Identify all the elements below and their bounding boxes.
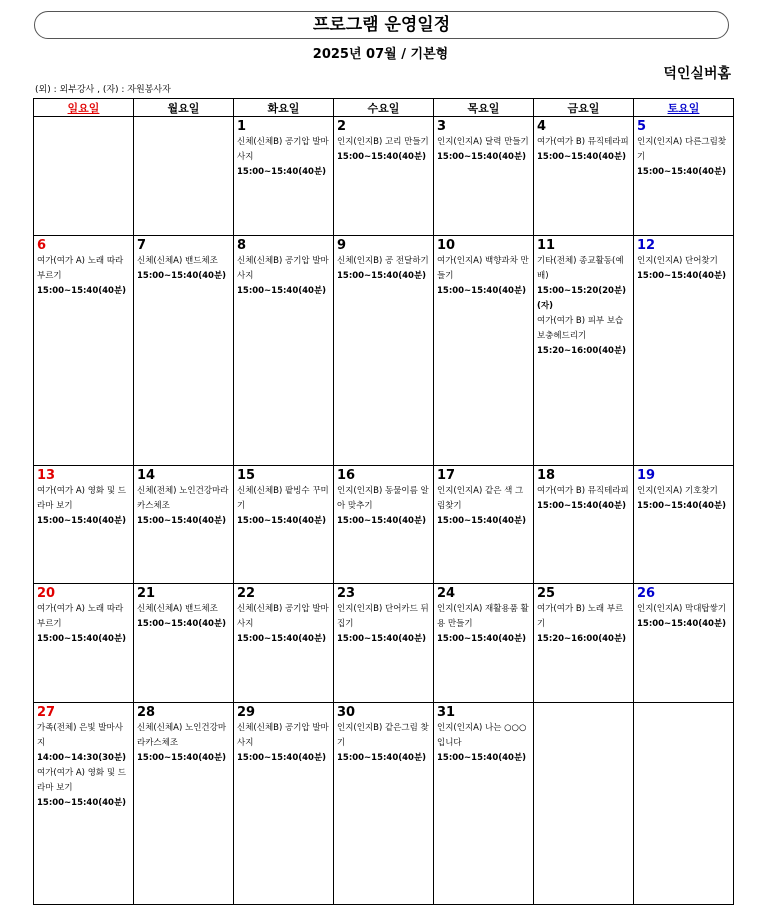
calendar-day-cell <box>334 702 434 904</box>
program-name: 신체(신체B) 팥빙수 꾸미기 <box>237 485 329 511</box>
calendar-day-cell <box>534 235 634 465</box>
calendar-week-row <box>34 117 734 236</box>
program-time: 15:00~15:40(40분) <box>137 619 227 630</box>
program-name: 신체(신체A) 밴드체조 <box>137 255 218 266</box>
program-time: 15:00~15:40(40분) <box>337 152 427 162</box>
program-time: 15:00~15:40(40분) <box>637 167 727 177</box>
program-time: 15:00~15:40(40분) <box>137 515 227 526</box>
calendar-day-cell <box>634 235 734 465</box>
calendar-week-row <box>34 584 734 703</box>
program-name: 가족(전체) 은빛 발마사지 <box>37 722 123 748</box>
program-time: 14:00~14:30(30분) <box>37 752 127 763</box>
calendar-day-cell <box>434 465 534 584</box>
program-time: 15:00~15:40(40분) <box>237 752 327 763</box>
program-name: 인지(인지B) 단어카드 뒤집기 <box>337 604 429 630</box>
program-name: 인지(인지A) 재활용품 활용 만들기 <box>437 604 529 630</box>
day-number: 7 <box>137 237 147 253</box>
day-number: 13 <box>37 467 56 483</box>
calendar-day-cell <box>134 465 234 584</box>
day-number: 28 <box>137 704 156 720</box>
day-number: 3 <box>437 119 447 134</box>
program-name: 신체(인지B) 공 전달하기 <box>337 255 429 266</box>
program-time: 15:00~15:40(40분) <box>237 515 327 526</box>
day-number: 15 <box>237 467 256 483</box>
day-number: 29 <box>237 704 256 720</box>
calendar-day-cell <box>434 235 534 465</box>
calendar-day-cell <box>534 117 634 236</box>
program-name: 여가(여가 A) 노래 따라 부르기 <box>37 604 124 630</box>
day-number: 19 <box>637 467 656 483</box>
program-time: 15:00~15:40(40분) <box>337 634 427 645</box>
program-time: 15:00~15:20(20분)(자) <box>537 285 627 311</box>
day-number: 9 <box>337 237 347 253</box>
program-name: 여가(여가 A) 영화 및 드라마 보기 <box>37 485 126 511</box>
program-time: 15:00~15:40(40분) <box>37 285 127 296</box>
calendar-week-row <box>34 235 734 465</box>
day-number: 6 <box>37 237 47 253</box>
calendar-week-row <box>34 702 734 904</box>
calendar-day-cell <box>334 465 434 584</box>
calendar-day-cell <box>234 235 334 465</box>
calendar-day-cell <box>134 702 234 904</box>
program-name: 인지(인지A) 나는 ○○○입니다 <box>437 722 527 748</box>
program-name: 인지(인지B) 고리 만들기 <box>337 137 429 147</box>
calendar-day-cell <box>634 465 734 584</box>
program-name: 신체(신체B) 공기압 발마사지 <box>237 722 329 748</box>
program-time: 15:00~15:40(40분) <box>237 285 327 296</box>
day-number: 24 <box>437 586 456 602</box>
day-number: 16 <box>337 467 356 483</box>
calendar-day-cell <box>34 584 134 703</box>
calendar-table <box>33 98 734 905</box>
weekday-header: 금요일 <box>534 99 634 117</box>
day-number: 27 <box>37 704 56 720</box>
program-name: 인지(인지B) 동물이름 알아 맞추기 <box>337 485 429 511</box>
legend-note: (외) : 외부강사 , (자) : 자원봉사자 <box>35 85 171 95</box>
day-number: 5 <box>637 119 647 134</box>
program-time: 15:00~15:40(40분) <box>437 285 527 296</box>
weekday-header: 목요일 <box>434 99 534 117</box>
program-time: 15:20~16:00(40분) <box>537 634 627 645</box>
day-number: 30 <box>337 704 356 720</box>
calendar-day-cell <box>234 465 334 584</box>
page-title: 프로그램 운영일정 <box>34 11 729 39</box>
organization-name: 덕인실버홈 <box>663 66 731 82</box>
program-name: 인지(인지B) 같은그림 찾기 <box>337 722 429 748</box>
calendar-day-cell <box>134 235 234 465</box>
calendar-day-cell <box>34 235 134 465</box>
calendar-day-cell <box>234 117 334 236</box>
weekday-header-row <box>34 99 734 117</box>
program-time: 15:00~15:40(40분) <box>437 752 527 763</box>
calendar-week-row <box>34 465 734 584</box>
calendar-day-cell <box>634 702 734 904</box>
program-time: 15:00~15:40(40분) <box>37 634 127 645</box>
calendar-day-cell <box>434 584 534 703</box>
weekday-header: 토요일 <box>634 99 734 117</box>
program-time: 15:00~15:40(40분) <box>637 619 727 630</box>
program-name: 인지(인지A) 다른그림찾기 <box>637 137 727 162</box>
program-name: 여가(여가 A) 영화 및 드라마 보기 <box>37 767 126 793</box>
weekday-header: 일요일 <box>34 99 134 117</box>
calendar-day-cell <box>34 702 134 904</box>
program-time: 15:00~15:40(40분) <box>337 270 427 281</box>
program-name: 인지(인지A) 기호찾기 <box>637 485 718 496</box>
program-name: 여가(여가 B) 뮤직테라피 <box>537 485 629 496</box>
day-number: 31 <box>437 704 456 720</box>
program-time: 15:00~15:40(40분) <box>37 515 127 526</box>
day-number: 1 <box>237 119 247 134</box>
program-name: 인지(인지A) 단어찾기 <box>637 255 718 266</box>
program-time: 15:00~15:40(40분) <box>437 634 527 645</box>
day-number: 26 <box>637 586 656 602</box>
program-time: 15:00~15:40(40분) <box>337 515 427 526</box>
program-time: 15:00~15:40(40분) <box>437 152 527 162</box>
program-time: 15:00~15:40(40분) <box>337 752 427 763</box>
day-number: 18 <box>537 467 556 483</box>
program-name: 신체(신체A) 노인건강마라카스체조 <box>137 722 227 748</box>
program-name: 신체(신체B) 공기압 발마사지 <box>237 255 329 281</box>
program-time: 15:00~15:40(40분) <box>637 270 727 281</box>
weekday-header: 수요일 <box>334 99 434 117</box>
calendar-day-cell <box>34 117 134 236</box>
program-name: 인지(인지A) 달력 만들기 <box>437 137 529 147</box>
calendar-day-cell <box>534 465 634 584</box>
program-time: 15:00~15:40(40분) <box>237 634 327 645</box>
calendar-day-cell <box>634 117 734 236</box>
program-time: 15:00~15:40(40분) <box>537 500 627 511</box>
calendar-day-cell <box>434 702 534 904</box>
program-time: 15:00~15:40(40분) <box>237 167 327 177</box>
program-name: 여가(여가 A) 노래 따라 부르기 <box>37 255 124 281</box>
calendar-day-cell <box>534 702 634 904</box>
program-name: 여가(인지A) 백향과차 만들기 <box>437 255 529 281</box>
program-name: 인지(인지A) 같은 색 그림찾기 <box>437 485 524 511</box>
weekday-header: 화요일 <box>234 99 334 117</box>
program-name: 신체(전체) 노인건강마라카스체조 <box>137 485 229 511</box>
program-time: 15:00~15:40(40분) <box>437 515 527 526</box>
calendar-day-cell <box>234 702 334 904</box>
program-time: 15:00~15:40(40분) <box>137 752 227 763</box>
day-number: 2 <box>337 119 347 134</box>
day-number: 21 <box>137 586 156 602</box>
day-number: 11 <box>537 237 556 253</box>
calendar-day-cell <box>334 584 434 703</box>
program-time: 15:20~16:00(40분) <box>537 345 627 356</box>
program-name: 여가(여가 B) 뮤직테라피 <box>537 137 629 147</box>
calendar-day-cell <box>334 117 434 236</box>
program-name: 신체(신체B) 공기압 발마사지 <box>237 604 329 630</box>
calendar-day-cell <box>634 584 734 703</box>
day-number: 14 <box>137 467 156 483</box>
weekday-header: 월요일 <box>134 99 234 117</box>
calendar-day-cell <box>134 584 234 703</box>
page-subtitle: 2025년 07월 / 기본형 <box>312 47 449 62</box>
calendar-day-cell <box>134 117 234 236</box>
program-time: 15:00~15:40(40분) <box>637 500 727 511</box>
program-name: 신체(신체A) 밴드체조 <box>137 604 218 615</box>
program-name: 기타(전체) 종교활동(예배) <box>537 255 624 281</box>
calendar-day-cell <box>434 117 534 236</box>
day-number: 25 <box>537 586 556 602</box>
program-name: 여가(여가 B) 노래 부르기 <box>537 604 624 630</box>
day-number: 12 <box>637 237 656 253</box>
program-name: 신체(신체B) 공기압 발마사지 <box>237 137 329 162</box>
day-number: 20 <box>37 586 56 602</box>
day-number: 8 <box>237 237 247 253</box>
day-number: 22 <box>237 586 256 602</box>
day-number: 17 <box>437 467 456 483</box>
program-time: 15:00~15:40(40분) <box>37 797 127 808</box>
program-name: 인지(인지A) 막대탑쌓기 <box>637 604 727 615</box>
program-time: 15:00~15:40(40분) <box>537 152 627 162</box>
calendar-day-cell <box>234 584 334 703</box>
program-name: 여가(여가 B) 피부 보습 보충헤드리기 <box>537 315 624 341</box>
calendar-day-cell <box>534 584 634 703</box>
day-number: 4 <box>537 119 547 134</box>
day-number: 23 <box>337 586 356 602</box>
calendar-day-cell <box>34 465 134 584</box>
program-time: 15:00~15:40(40분) <box>137 270 227 281</box>
day-number: 10 <box>437 237 456 253</box>
calendar-day-cell <box>334 235 434 465</box>
